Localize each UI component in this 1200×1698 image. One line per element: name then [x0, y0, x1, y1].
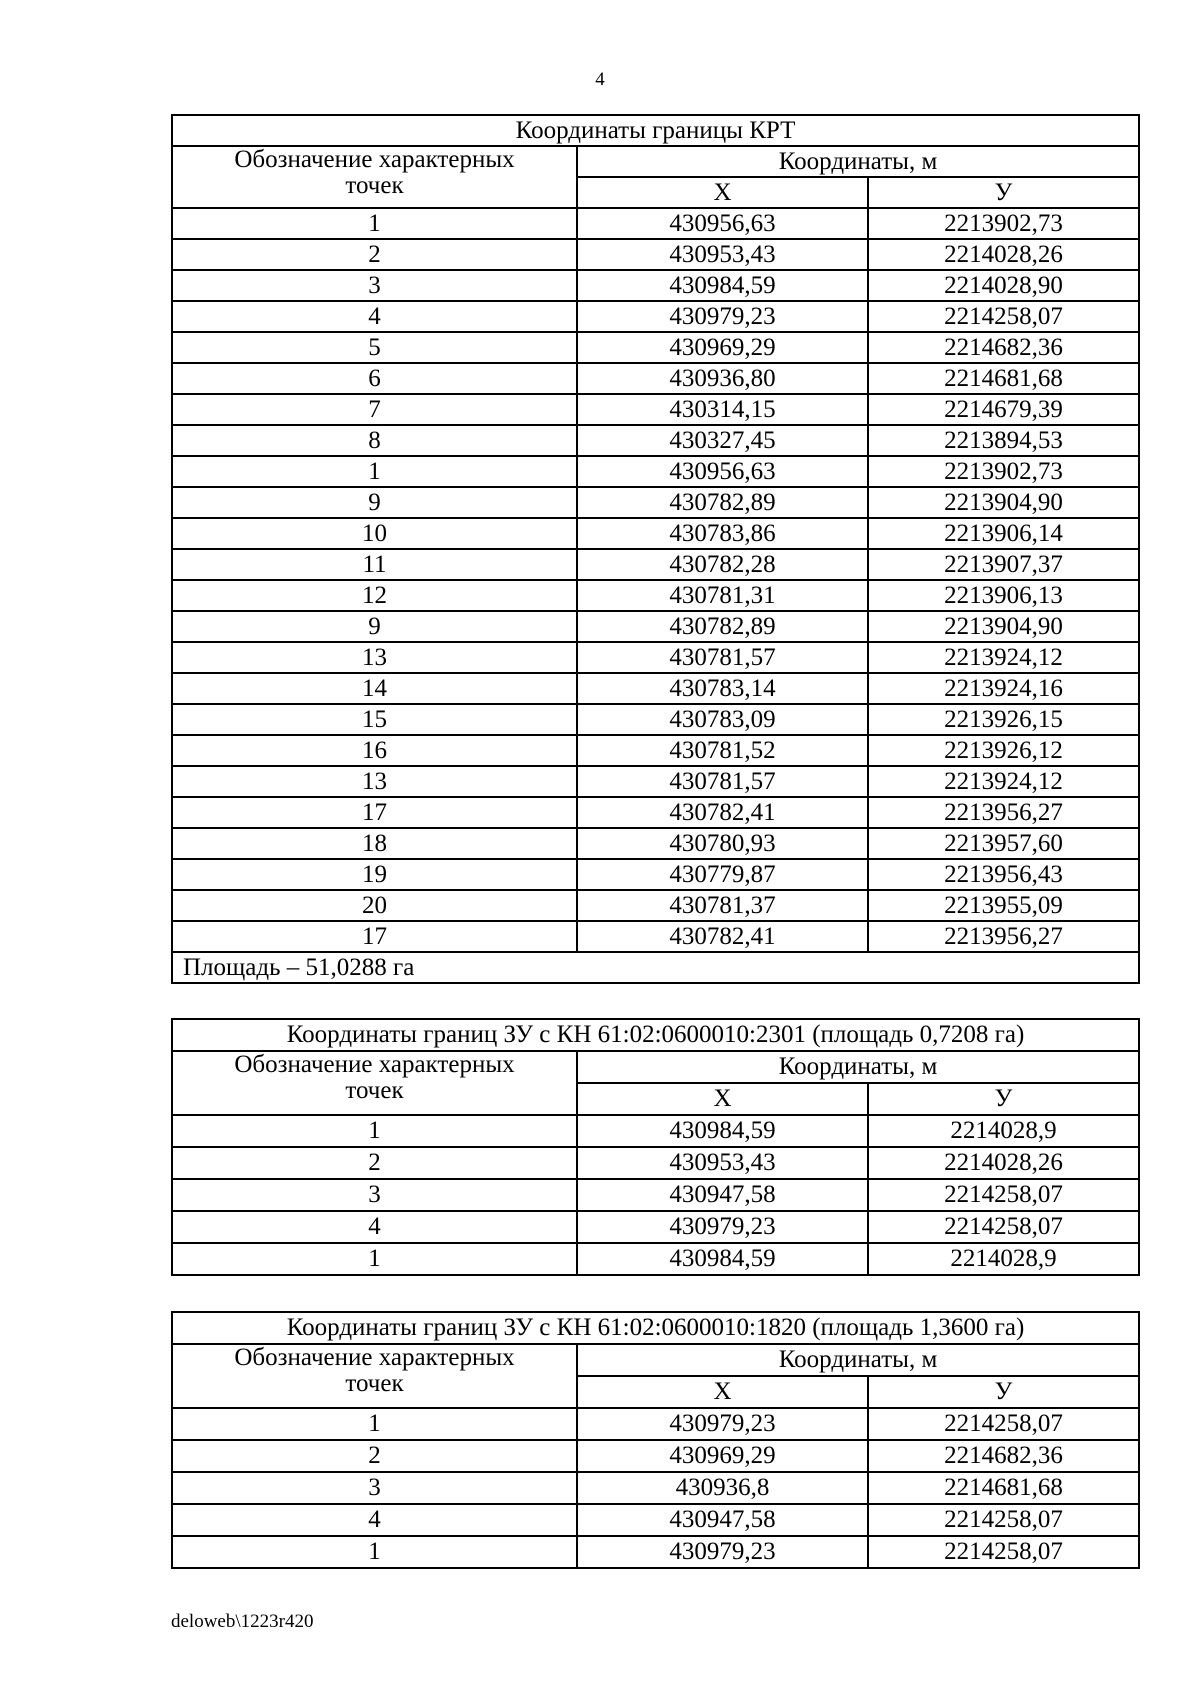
x-coordinate-cell: 430953,43 [577, 1147, 868, 1179]
y-coordinate-cell: 2213907,37 [868, 549, 1139, 580]
point-number-cell: 15 [172, 704, 577, 735]
table-row [172, 1408, 1139, 1440]
krt-boundary-coordinates-table [171, 114, 1140, 984]
x-coordinate-cell: 430956,63 [577, 208, 868, 239]
y-coordinate-cell: 2213904,90 [868, 611, 1139, 642]
table-row [172, 1147, 1139, 1179]
point-number-cell: 1 [172, 1536, 577, 1568]
table-row [172, 456, 1139, 487]
area-value: Площадь – 51,0288 га [172, 952, 1139, 983]
table-header-row [172, 146, 1139, 177]
point-number-cell: 4 [172, 1504, 577, 1536]
x-coordinate-cell: 430979,23 [577, 1408, 868, 1440]
x-coordinate-cell: 430984,59 [577, 270, 868, 301]
table-row [172, 1115, 1139, 1147]
y-coordinate-cell: 2213956,43 [868, 859, 1139, 890]
point-number-cell: 13 [172, 642, 577, 673]
table-row [172, 580, 1139, 611]
x-column-header: Х [577, 1376, 868, 1408]
table-row [172, 301, 1139, 332]
x-coordinate-cell: 430783,09 [577, 704, 868, 735]
x-coordinate-cell: 430781,31 [577, 580, 868, 611]
point-number-cell: 5 [172, 332, 577, 363]
y-coordinate-cell: 2214258,07 [868, 1211, 1139, 1243]
y-coordinate-cell: 2213956,27 [868, 797, 1139, 828]
point-designation-header-line1: Обозначение характерных [234, 146, 515, 173]
y-coordinate-cell: 2214258,07 [868, 1408, 1139, 1440]
coordinates-header: Координаты, м [577, 1051, 1139, 1083]
x-column-header: Х [577, 1083, 868, 1115]
x-coordinate-cell: 430782,28 [577, 549, 868, 580]
point-number-cell: 14 [172, 673, 577, 704]
point-designation-header [172, 1344, 577, 1408]
point-number-cell: 19 [172, 859, 577, 890]
x-coordinate-cell: 430969,29 [577, 1440, 868, 1472]
x-coordinate-cell: 430780,93 [577, 828, 868, 859]
table-row [172, 363, 1139, 394]
table-header-row [172, 1344, 1139, 1376]
table-title: Координаты границ ЗУ с КН 61:02:0600010:2301 (площадь 0,7208 га) [172, 1019, 1139, 1051]
point-designation-header-line2: точек [345, 172, 404, 199]
table-row [172, 487, 1139, 518]
point-number-cell: 2 [172, 239, 577, 270]
point-number-cell: 9 [172, 611, 577, 642]
coordinates-header: Координаты, м [577, 1344, 1139, 1376]
x-coordinate-cell: 430984,59 [577, 1243, 868, 1275]
x-coordinate-cell: 430781,57 [577, 766, 868, 797]
table-row [172, 270, 1139, 301]
y-coordinate-cell: 2214681,68 [868, 363, 1139, 394]
point-number-cell: 1 [172, 1115, 577, 1147]
point-number-cell: 4 [172, 301, 577, 332]
point-designation-header [172, 146, 577, 208]
x-coordinate-cell: 430947,58 [577, 1504, 868, 1536]
y-coordinate-cell: 2214258,07 [868, 1179, 1139, 1211]
page-number: 4 [595, 69, 605, 90]
x-coordinate-cell: 430781,52 [577, 735, 868, 766]
x-coordinate-cell: 430781,57 [577, 642, 868, 673]
y-coordinate-cell: 2213957,60 [868, 828, 1139, 859]
point-number-cell: 11 [172, 549, 577, 580]
table-title: Координаты границ ЗУ с КН 61:02:0600010:1820 (площадь 1,3600 га) [172, 1312, 1139, 1344]
point-number-cell: 6 [172, 363, 577, 394]
y-column-header: У [868, 1376, 1139, 1408]
x-coordinate-cell: 430936,8 [577, 1472, 868, 1504]
table-row [172, 1536, 1139, 1568]
table-title-row [172, 1312, 1139, 1344]
document-footer-code: deloweb\1223r420 [171, 1611, 314, 1632]
point-number-cell: 20 [172, 890, 577, 921]
table-row [172, 797, 1139, 828]
x-coordinate-cell: 430783,14 [577, 673, 868, 704]
table-row [172, 921, 1139, 952]
point-designation-header-line1: Обозначение характерных [234, 1344, 515, 1371]
table-row [172, 673, 1139, 704]
y-coordinate-cell: 2214681,68 [868, 1472, 1139, 1504]
y-coordinate-cell: 2213924,12 [868, 642, 1139, 673]
point-number-cell: 1 [172, 1408, 577, 1440]
x-coordinate-cell: 430979,23 [577, 301, 868, 332]
y-coordinate-cell: 2213924,16 [868, 673, 1139, 704]
x-coordinate-cell: 430314,15 [577, 394, 868, 425]
point-number-cell: 1 [172, 456, 577, 487]
y-coordinate-cell: 2213955,09 [868, 890, 1139, 921]
table-row [172, 1472, 1139, 1504]
point-number-cell: 16 [172, 735, 577, 766]
table-row [172, 208, 1139, 239]
x-coordinate-cell: 430936,80 [577, 363, 868, 394]
y-column-header: У [868, 177, 1139, 208]
x-coordinate-cell: 430953,43 [577, 239, 868, 270]
point-designation-header [172, 1051, 577, 1115]
table-row [172, 890, 1139, 921]
point-number-cell: 7 [172, 394, 577, 425]
y-coordinate-cell: 2214258,07 [868, 1536, 1139, 1568]
x-coordinate-cell: 430956,63 [577, 456, 868, 487]
table-row [172, 518, 1139, 549]
point-number-cell: 17 [172, 797, 577, 828]
x-coordinate-cell: 430779,87 [577, 859, 868, 890]
table-row [172, 859, 1139, 890]
point-number-cell: 3 [172, 1472, 577, 1504]
table-row [172, 735, 1139, 766]
x-coordinate-cell: 430783,86 [577, 518, 868, 549]
table-row [172, 828, 1139, 859]
y-coordinate-cell: 2214028,26 [868, 239, 1139, 270]
table-row [172, 394, 1139, 425]
point-designation-header-line1: Обозначение характерных [234, 1051, 515, 1078]
y-coordinate-cell: 2213924,12 [868, 766, 1139, 797]
y-coordinate-cell: 2213906,14 [868, 518, 1139, 549]
x-coordinate-cell: 430327,45 [577, 425, 868, 456]
y-coordinate-cell: 2214028,9 [868, 1115, 1139, 1147]
y-coordinate-cell: 2213926,12 [868, 735, 1139, 766]
table-row [172, 1211, 1139, 1243]
x-coordinate-cell: 430782,41 [577, 921, 868, 952]
table-row [172, 1179, 1139, 1211]
table-row [172, 239, 1139, 270]
x-coordinate-cell: 430782,89 [577, 487, 868, 518]
point-number-cell: 17 [172, 921, 577, 952]
point-number-cell: 13 [172, 766, 577, 797]
y-coordinate-cell: 2214028,90 [868, 270, 1139, 301]
table-row [172, 1440, 1139, 1472]
y-coordinate-cell: 2214258,07 [868, 1504, 1139, 1536]
table-row [172, 704, 1139, 735]
y-coordinate-cell: 2214028,9 [868, 1243, 1139, 1275]
y-coordinate-cell: 2214258,07 [868, 301, 1139, 332]
area-row [172, 952, 1139, 983]
y-coordinate-cell: 2213926,15 [868, 704, 1139, 735]
table-header-row [172, 1051, 1139, 1083]
y-coordinate-cell: 2214679,39 [868, 394, 1139, 425]
table-title-row [172, 115, 1139, 146]
table-row [172, 1243, 1139, 1275]
y-coordinate-cell: 2213956,27 [868, 921, 1139, 952]
point-number-cell: 2 [172, 1147, 577, 1179]
x-coordinate-cell: 430781,37 [577, 890, 868, 921]
table-row [172, 642, 1139, 673]
x-coordinate-cell: 430979,23 [577, 1211, 868, 1243]
point-number-cell: 3 [172, 1179, 577, 1211]
table-row [172, 611, 1139, 642]
y-coordinate-cell: 2214682,36 [868, 1440, 1139, 1472]
y-column-header: У [868, 1083, 1139, 1115]
point-designation-header-line2: точек [345, 1370, 404, 1397]
point-number-cell: 1 [172, 1243, 577, 1275]
y-coordinate-cell: 2214028,26 [868, 1147, 1139, 1179]
y-coordinate-cell: 2214682,36 [868, 332, 1139, 363]
x-column-header: Х [577, 177, 868, 208]
point-number-cell: 2 [172, 1440, 577, 1472]
point-designation-header-line2: точек [345, 1077, 404, 1104]
point-number-cell: 3 [172, 270, 577, 301]
x-coordinate-cell: 430947,58 [577, 1179, 868, 1211]
y-coordinate-cell: 2213902,73 [868, 456, 1139, 487]
table-row [172, 425, 1139, 456]
x-coordinate-cell: 430782,41 [577, 797, 868, 828]
y-coordinate-cell: 2213894,53 [868, 425, 1139, 456]
point-number-cell: 18 [172, 828, 577, 859]
parcel-1820-coordinates-table [171, 1311, 1140, 1569]
x-coordinate-cell: 430979,23 [577, 1536, 868, 1568]
x-coordinate-cell: 430969,29 [577, 332, 868, 363]
x-coordinate-cell: 430984,59 [577, 1115, 868, 1147]
parcel-2301-coordinates-table [171, 1018, 1140, 1276]
table-row [172, 766, 1139, 797]
point-number-cell: 8 [172, 425, 577, 456]
y-coordinate-cell: 2213902,73 [868, 208, 1139, 239]
y-coordinate-cell: 2213904,90 [868, 487, 1139, 518]
point-number-cell: 12 [172, 580, 577, 611]
table-row [172, 549, 1139, 580]
table-row [172, 1504, 1139, 1536]
table-title: Координаты границы КРТ [172, 115, 1139, 146]
point-number-cell: 10 [172, 518, 577, 549]
point-number-cell: 4 [172, 1211, 577, 1243]
x-coordinate-cell: 430782,89 [577, 611, 868, 642]
point-number-cell: 1 [172, 208, 577, 239]
y-coordinate-cell: 2213906,13 [868, 580, 1139, 611]
table-row [172, 332, 1139, 363]
point-number-cell: 9 [172, 487, 577, 518]
coordinates-header: Координаты, м [577, 146, 1139, 177]
table-title-row [172, 1019, 1139, 1051]
